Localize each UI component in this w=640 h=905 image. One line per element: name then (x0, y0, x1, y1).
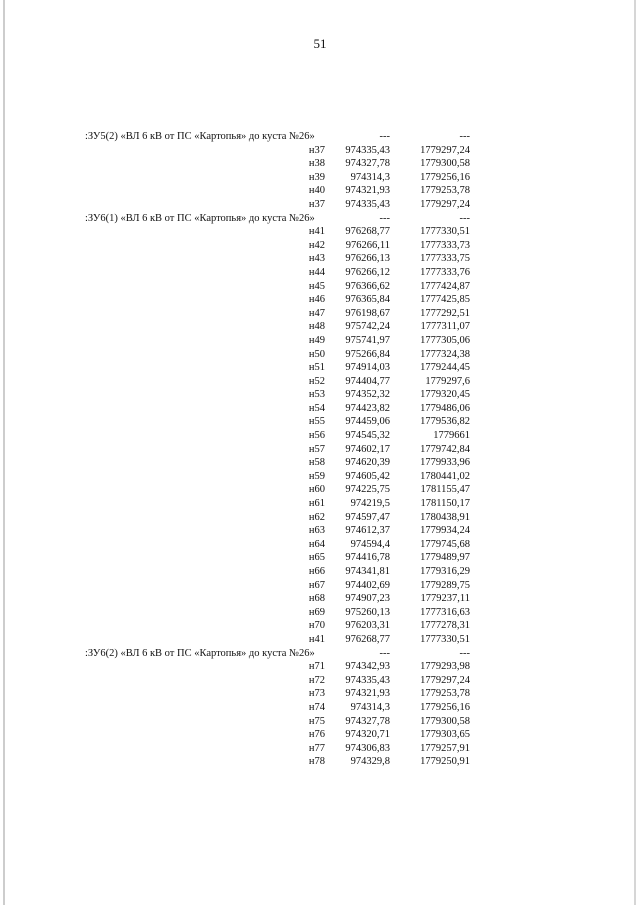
point-x: 976366,62 (345, 280, 390, 292)
scan-edge-left (3, 0, 5, 905)
point-id: н76 (308, 729, 325, 741)
point-id: н39 (308, 171, 325, 183)
point-x: 975741,97 (345, 334, 390, 346)
point-x: 974335,43 (345, 198, 390, 210)
point-id: н67 (308, 579, 325, 591)
point-row (85, 198, 470, 212)
point-x: 974320,71 (345, 729, 390, 741)
point-id: н72 (308, 674, 325, 686)
point-row (85, 225, 470, 239)
point-x: 974321,93 (345, 185, 390, 197)
point-row (85, 429, 470, 443)
point-x: 976203,31 (345, 620, 390, 632)
section-title: :ЗУ5(2) «ВЛ 6 кВ от ПС «Картопья» до куста №26» (85, 131, 315, 142)
point-x: 974342,93 (345, 661, 390, 673)
point-row (85, 171, 470, 185)
point-y: 1779486,06 (420, 402, 470, 414)
point-x: 976268,77 (345, 226, 390, 238)
point-y: 1777333,75 (420, 253, 470, 265)
point-y: 1779316,29 (420, 566, 470, 577)
point-id: н66 (308, 566, 325, 577)
point-y: 1777425,85 (420, 294, 470, 306)
point-x: 975742,24 (345, 321, 390, 333)
section-header-row (85, 647, 470, 661)
point-x: 974225,75 (345, 484, 390, 496)
point-id: н47 (308, 307, 325, 319)
point-y: 1780441,02 (420, 470, 470, 482)
point-id: н69 (308, 606, 325, 618)
point-y: 1779536,82 (420, 416, 470, 428)
page-number: 51 (313, 36, 327, 51)
point-x: 974459,06 (345, 416, 390, 428)
section-header-row (85, 130, 470, 144)
point-row (85, 144, 470, 158)
point-x: 974914,03 (345, 362, 390, 374)
point-x: 974335,43 (345, 674, 390, 686)
point-x: 974314,3 (350, 171, 390, 183)
point-y: 1779289,75 (420, 579, 470, 591)
point-x: 976266,12 (345, 266, 390, 278)
point-y: 1779237,11 (420, 593, 470, 605)
point-y: 1777330,51 (420, 226, 470, 238)
point-row (85, 551, 470, 565)
point-y: 1777311,07 (420, 321, 470, 333)
point-y: 1777316,63 (420, 606, 470, 618)
point-row (85, 660, 470, 674)
section-x-placeholder: --- (379, 131, 390, 142)
point-id: н58 (308, 457, 325, 469)
point-x: 974594,4 (350, 538, 390, 550)
point-id: н45 (308, 280, 325, 292)
point-y: 1779933,96 (420, 457, 470, 469)
point-x: 974605,42 (345, 470, 390, 482)
point-y: 1777278,31 (420, 620, 470, 632)
point-row (85, 361, 470, 375)
point-x: 974329,8 (350, 756, 390, 768)
point-id: н77 (308, 742, 325, 754)
point-y: 1777330,51 (420, 633, 470, 645)
point-id: н43 (308, 253, 325, 265)
point-row (85, 293, 470, 307)
point-row (85, 579, 470, 593)
point-id: н37 (308, 144, 325, 156)
point-row (85, 538, 470, 552)
point-y: 1779297,6 (425, 375, 470, 387)
point-row (85, 592, 470, 606)
point-row (85, 184, 470, 198)
point-x: 975266,84 (345, 348, 390, 360)
point-id: н65 (308, 552, 325, 564)
point-row (85, 443, 470, 457)
point-y: 1779489,97 (420, 552, 470, 564)
point-id: н70 (308, 620, 325, 632)
point-y: 1777292,51 (420, 307, 470, 319)
point-y: 1781155,47 (420, 484, 470, 496)
point-x: 974597,47 (345, 511, 390, 523)
point-id: н42 (308, 239, 325, 251)
point-row (85, 715, 470, 729)
point-x: 974402,69 (345, 579, 390, 591)
point-id: н55 (308, 416, 325, 428)
section-y-placeholder: --- (459, 131, 470, 142)
scan-edge-right (634, 0, 636, 905)
point-id: н63 (308, 525, 325, 537)
point-y: 1777324,38 (420, 348, 470, 360)
point-row (85, 307, 470, 321)
point-id: н51 (308, 362, 325, 374)
point-x: 974612,37 (345, 525, 390, 537)
point-id: н71 (308, 661, 325, 673)
point-id: н53 (308, 389, 325, 401)
point-x: 974314,3 (350, 701, 390, 713)
point-row (85, 497, 470, 511)
section-title: :ЗУ6(1) «ВЛ 6 кВ от ПС «Картопья» до куста №26» (85, 212, 315, 224)
point-id: н40 (308, 185, 325, 197)
point-row (85, 755, 470, 769)
point-y: 1777424,87 (420, 280, 470, 292)
point-x: 974404,77 (345, 375, 390, 387)
point-x: 974907,23 (345, 593, 390, 605)
point-row (85, 415, 470, 429)
point-x: 974352,32 (345, 389, 390, 401)
point-id: н59 (308, 470, 325, 482)
point-x: 976268,77 (345, 633, 390, 645)
point-id: н68 (308, 593, 325, 605)
section-header-row (85, 212, 470, 226)
point-y: 1779320,45 (420, 389, 470, 401)
point-id: н38 (308, 158, 325, 170)
point-row (85, 266, 470, 280)
point-y: 1779300,58 (420, 158, 470, 170)
point-y: 1777333,76 (420, 266, 470, 278)
point-row (85, 402, 470, 416)
point-id: н62 (308, 511, 325, 523)
point-row (85, 483, 470, 497)
point-y: 1779297,24 (420, 674, 470, 686)
point-x: 974327,78 (345, 715, 390, 727)
section-x-placeholder: --- (379, 212, 390, 224)
point-y: 1779297,24 (420, 198, 470, 210)
point-row (85, 239, 470, 253)
point-id: н41 (308, 633, 325, 645)
coordinates-table (85, 130, 470, 769)
point-x: 974545,32 (345, 430, 390, 442)
point-y: 1779297,24 (420, 144, 470, 156)
point-y: 1779745,68 (420, 538, 470, 550)
point-row (85, 320, 470, 334)
section-y-placeholder: --- (459, 212, 470, 224)
point-id: н50 (308, 348, 325, 360)
point-y: 1779661 (433, 430, 470, 442)
point-x: 974321,93 (345, 688, 390, 700)
point-x: 975260,13 (345, 606, 390, 618)
point-x: 974327,78 (345, 158, 390, 170)
point-id: н46 (308, 294, 325, 306)
point-y: 1777333,73 (420, 239, 470, 251)
point-y: 1779244,45 (420, 362, 470, 374)
point-y: 1779256,16 (420, 701, 470, 713)
section-x-placeholder: --- (379, 647, 390, 659)
point-id: н64 (308, 538, 325, 550)
point-row (85, 524, 470, 538)
point-id: н54 (308, 402, 325, 414)
point-row (85, 606, 470, 620)
point-id: н56 (308, 430, 325, 442)
section-y-placeholder: --- (459, 647, 470, 659)
point-id: н78 (308, 756, 325, 768)
point-row (85, 157, 470, 171)
point-y: 1779303,65 (420, 729, 470, 741)
point-x: 974219,5 (350, 498, 390, 510)
point-id: н52 (308, 375, 325, 387)
point-x: 976266,13 (345, 253, 390, 265)
point-x: 974602,17 (345, 443, 390, 455)
point-id: н60 (308, 484, 325, 496)
point-row (85, 334, 470, 348)
point-x: 976365,84 (345, 294, 390, 306)
point-x: 974306,83 (345, 742, 390, 754)
point-id: н48 (308, 321, 325, 333)
point-y: 1779253,78 (420, 185, 470, 197)
point-y: 1779257,91 (420, 742, 470, 754)
section-title: :ЗУ6(2) «ВЛ 6 кВ от ПС «Картопья» до куста №26» (85, 647, 315, 659)
point-x: 976266,11 (345, 239, 390, 251)
point-row (85, 252, 470, 266)
point-y: 1777305,06 (420, 334, 470, 346)
point-x: 976198,67 (345, 307, 390, 319)
point-row (85, 470, 470, 484)
point-y: 1780438,91 (420, 511, 470, 523)
point-row (85, 375, 470, 389)
point-x: 974341,81 (345, 566, 390, 577)
point-row (85, 728, 470, 742)
point-y: 1779253,78 (420, 688, 470, 700)
point-y: 1779256,16 (420, 171, 470, 183)
point-row (85, 388, 470, 402)
point-row (85, 742, 470, 756)
point-row (85, 687, 470, 701)
point-y: 1781150,17 (420, 498, 470, 510)
point-row (85, 348, 470, 362)
point-row (85, 619, 470, 633)
point-id: н37 (308, 198, 325, 210)
point-x: 974335,43 (345, 144, 390, 156)
point-row (85, 456, 470, 470)
point-row (85, 701, 470, 715)
point-y: 1779250,91 (420, 756, 470, 768)
point-id: н57 (308, 443, 325, 455)
point-y: 1779300,58 (420, 715, 470, 727)
point-row (85, 674, 470, 688)
point-row (85, 280, 470, 294)
point-id: н41 (308, 226, 325, 238)
point-y: 1779934,24 (420, 525, 470, 537)
point-x: 974416,78 (345, 552, 390, 564)
point-id: н74 (308, 701, 325, 713)
point-y: 1779293,98 (420, 661, 470, 673)
point-x: 974620,39 (345, 457, 390, 469)
point-id: н75 (308, 715, 325, 727)
coordinates-table-body (85, 130, 470, 769)
point-id: н73 (308, 688, 325, 700)
point-row (85, 633, 470, 647)
point-row (85, 511, 470, 525)
point-row (85, 565, 470, 579)
point-id: н49 (308, 334, 325, 346)
point-x: 974423,82 (345, 402, 390, 414)
point-y: 1779742,84 (420, 443, 470, 455)
point-id: н44 (308, 266, 325, 278)
point-id: н61 (308, 498, 325, 510)
